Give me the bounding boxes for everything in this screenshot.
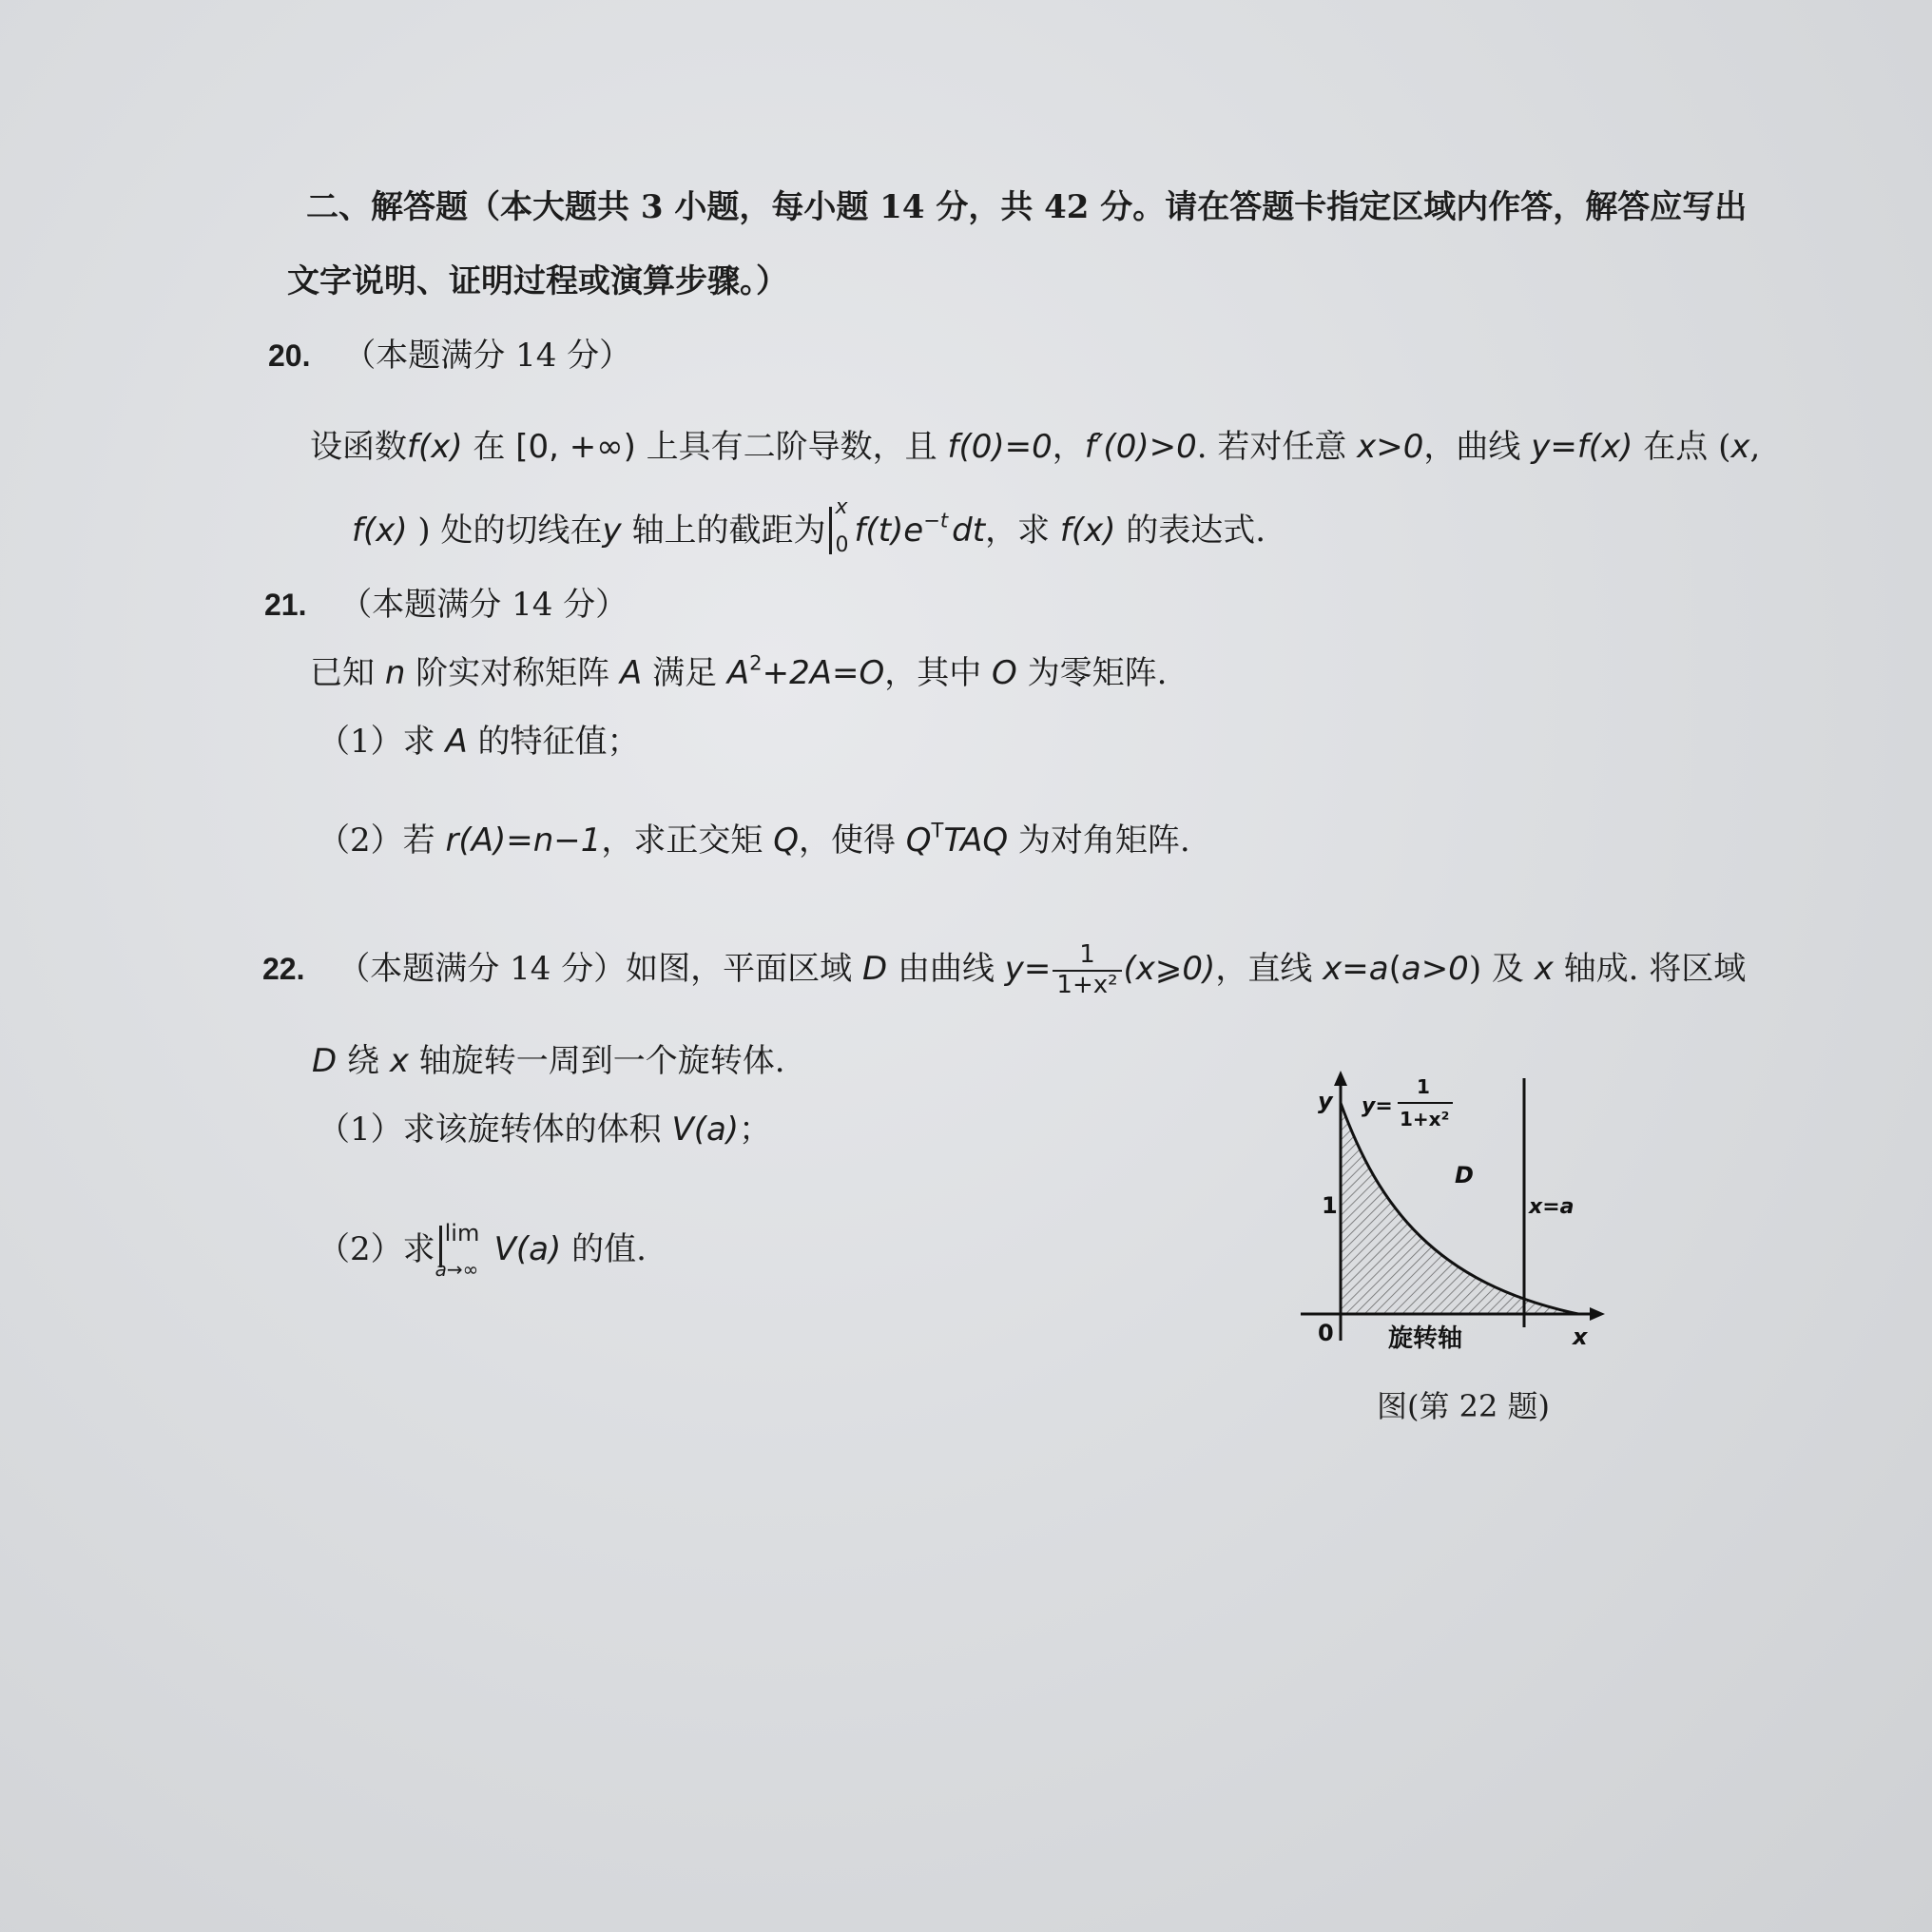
q20-math: y xyxy=(602,512,622,550)
q22-text: 的值. xyxy=(561,1230,647,1268)
q22-text: ) 及 xyxy=(1468,949,1535,988)
q20-math: [0, +∞) xyxy=(515,428,636,466)
q21-math: Q xyxy=(905,821,932,860)
q21-exponent: 2 xyxy=(749,650,763,675)
rotation-region-figure xyxy=(1293,1065,1616,1379)
q21-text: ，其中 xyxy=(884,654,993,692)
q22-text: 轴成. 将区域 xyxy=(1553,949,1747,988)
q20-text: 设函数 xyxy=(310,428,407,466)
q20-math: f′(0)>0 xyxy=(1084,428,1197,466)
q21-part1 xyxy=(318,715,640,762)
q22-part1 xyxy=(318,1103,771,1150)
q20-text: 轴上的截距为 xyxy=(621,512,826,550)
q20-math: x xyxy=(1730,428,1750,466)
y-axis-label: y xyxy=(1318,1088,1333,1114)
q20-text: 在 xyxy=(462,428,516,466)
q21-text: 阶实对称矩阵 xyxy=(405,654,620,692)
q21-stem xyxy=(310,647,1167,693)
q21-text: 满足 xyxy=(642,654,727,692)
q20-text: 在点 ( xyxy=(1633,428,1731,466)
q22-math: y= xyxy=(1004,949,1052,988)
curve-label: y= xyxy=(1362,1094,1393,1118)
q22-text: 轴旋转一周到一个旋转体. xyxy=(408,1042,785,1080)
q22-text: ； xyxy=(739,1111,772,1149)
q22-number: 22. xyxy=(262,951,305,986)
q21-part2 xyxy=(318,814,1190,860)
q20-math: f(x) xyxy=(407,428,463,466)
q22-text: （1）求该旋转体的体积 xyxy=(318,1111,672,1149)
y-axis-arrow xyxy=(1334,1071,1347,1086)
q21-text: 为零矩阵. xyxy=(1016,654,1168,692)
rotation-axis-label: 旋转轴 xyxy=(1388,1324,1463,1353)
q20-line2 xyxy=(352,495,1266,557)
q21-score: （本题满分 14 分） xyxy=(339,586,628,624)
q21-math: A xyxy=(445,723,468,761)
curve-label-denominator: 1+x² xyxy=(1400,1108,1450,1130)
curve-label-numerator: 1 xyxy=(1417,1075,1430,1098)
q22-math: D xyxy=(861,949,888,988)
q22-text: 绕 xyxy=(337,1042,390,1080)
section-header-line1: 二、解答题（本大题共 3 小题，每小题 14 分，共 42 分。请在答题卡指定区域内作答，解答应写出 xyxy=(306,188,1748,226)
q20-text: , xyxy=(1749,428,1761,466)
q22-line1 xyxy=(262,941,1746,1000)
q21-math: O xyxy=(992,654,1017,692)
q22-math: D xyxy=(312,1042,338,1080)
integral-lower: 0 xyxy=(835,533,849,557)
q20-math: f(0)=0 xyxy=(947,428,1053,466)
q20-text: . 若对任意 xyxy=(1196,428,1358,466)
x-axis-arrow xyxy=(1590,1307,1605,1321)
q21-math: n xyxy=(384,654,406,692)
q21-text: （2）若 xyxy=(318,821,446,860)
q20-header xyxy=(268,329,631,376)
q22-fraction xyxy=(1053,941,1121,1000)
q22-part2 xyxy=(318,1220,647,1281)
q22-math: x=a xyxy=(1323,949,1389,988)
tick-1-label: 1 xyxy=(1322,1192,1338,1219)
q22-line2 xyxy=(312,1034,785,1081)
q21-exponent: T xyxy=(931,818,944,842)
x-axis-label: x xyxy=(1573,1323,1588,1350)
q21-text: （1）求 xyxy=(318,723,446,761)
q20-math: f(t)e xyxy=(854,512,924,550)
q20-line1 xyxy=(310,420,1760,467)
q21-math: r(A)=n−1 xyxy=(445,821,602,860)
q20-number: 20. xyxy=(268,338,311,373)
q22-text: ( xyxy=(1388,949,1401,988)
q22-text: 由曲线 xyxy=(887,949,1005,988)
q20-score: （本题满分 14 分） xyxy=(343,337,632,375)
fraction-numerator: 1 xyxy=(1053,941,1121,972)
q21-text: 已知 xyxy=(310,654,385,692)
q22-math: (x⩾0) xyxy=(1123,949,1216,988)
limit-subscript: a→∞ xyxy=(435,1258,479,1281)
limit-operator xyxy=(435,1220,494,1281)
q20-math: x>0 xyxy=(1357,428,1424,466)
q20-text: ，曲线 xyxy=(1423,428,1532,466)
origin-label: 0 xyxy=(1318,1320,1334,1346)
line-x-eq-a-label: x=a xyxy=(1529,1195,1575,1219)
q20-math: dt xyxy=(952,512,986,550)
section-header-line2: 文字说明、证明过程或演算步骤。） xyxy=(287,262,788,300)
q20-text: ，求 xyxy=(985,512,1060,550)
q21-math: Q xyxy=(773,821,799,860)
q21-text: 的特征值； xyxy=(467,723,640,761)
q21-number: 21. xyxy=(264,588,307,622)
q22-text: （2）求 xyxy=(318,1230,435,1268)
q20-text: 上具有二阶导数，且 xyxy=(635,428,948,466)
q20-text: 的表达式. xyxy=(1115,512,1266,550)
q21-text: 为对角矩阵. xyxy=(1008,821,1190,860)
fraction-denominator: 1+x² xyxy=(1056,970,1118,999)
q22-score: （本题满分 14 分）如图，平面区域 xyxy=(338,949,862,988)
q22-math: V(a) xyxy=(493,1230,562,1268)
integral-sign xyxy=(825,495,854,557)
q20-math: y=f(x) xyxy=(1531,428,1633,466)
q21-math: A xyxy=(620,654,643,692)
q20-text: ) 处的切线在 xyxy=(407,512,603,550)
q22-math: a>0 xyxy=(1401,949,1469,988)
q21-math: A xyxy=(726,654,750,692)
q21-text: ，使得 xyxy=(798,821,906,860)
q22-text: ，直线 xyxy=(1215,949,1323,988)
figure-caption: 图(第 22 题) xyxy=(1377,1388,1551,1424)
q21-header xyxy=(264,578,628,625)
q21-math: TAQ xyxy=(943,821,1009,860)
q21-math: +2A=O xyxy=(762,654,885,692)
integral-upper: x xyxy=(835,495,848,519)
q20-math: f(x) xyxy=(352,512,408,550)
region-label: D xyxy=(1455,1162,1474,1188)
q20-exponent: −t xyxy=(923,508,949,532)
q22-math: x xyxy=(1534,949,1554,988)
q21-text: ，求正交矩 xyxy=(601,821,774,860)
limit-label: lim xyxy=(444,1220,480,1246)
q20-math: f(x) xyxy=(1059,512,1116,550)
q22-math: x xyxy=(389,1042,409,1080)
q22-math: V(a) xyxy=(671,1111,740,1149)
q20-text: ， xyxy=(1052,428,1085,466)
